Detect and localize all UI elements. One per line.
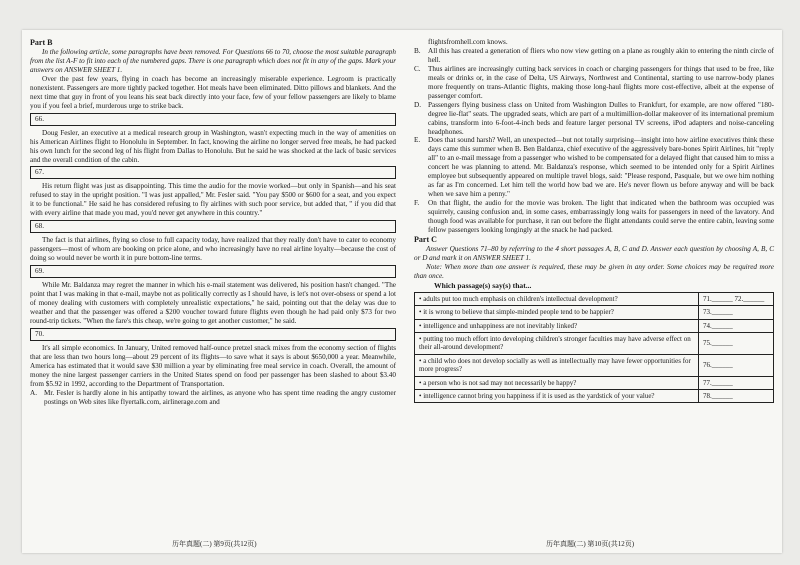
paragraph: The fact is that airlines, flying so close to full capacity today, have realized that they really don't have to cater to economy passengers—most of whom are booking on price alone, and who increasingly have no real airline loyalty—because the cost of doing so would never be worth it in pure bottom-line terms. <box>30 236 396 263</box>
option-f: F. On that flight, the audio for the movie was broken. The light that indicated when the bathroom was occupied was squirrely, causing confusion and, in some cases, embarrassingly long waits for passengers in need of the lavatory. And though food was available for purchase, it ran out before the flight attendants could serve the entire cabin, leaving some fellow passengers looking longingly at the snack he had packed. <box>414 199 774 235</box>
answer-cell[interactable]: 76.______ <box>699 354 774 376</box>
option-a-continued: flightsfromhell.com knows. <box>428 38 508 46</box>
option-b: B. All this has created a generation of fliers who now view getting on a plane as roughly akin to entering the ninth circle of hell. <box>414 46 774 64</box>
exam-sheet <box>22 30 782 553</box>
answer-cell[interactable]: 77.______ <box>699 376 774 389</box>
table-row: • a child who does not develop socially as well as intellectually may have fewer opportunities for more progress? 76.______ <box>415 354 774 376</box>
paragraph: It's all simple economics. In January, United removed half-ounce pretzel snack mixes from the economy section of flights that are less than two hours long—about 29 percent of its flights—to save what it says is about $650,000 a year. Meanwhile, America has estimated that it would save $30 million a year by eliminating free meal service in coach. Overall, the amount of money the nine largest passenger carriers in the United States spend on food per passenger has been slashed to about $3.40 from $5.92 in 1992, according to the Department of Transportation. <box>30 343 396 388</box>
table-heading: Which passage(s) say(s) that... <box>434 280 532 290</box>
option-a: A. Mr. Fesler is hardly alone in his antipathy toward the airlines, as anyone who has spent time reading the angry customer postings on Web sites like flyertalk.com, airlinerage.com and <box>30 388 396 406</box>
answer-cell[interactable]: 75.______ <box>699 333 774 355</box>
right-page-footer: 历年真题(二) 第10页(共12页) <box>546 540 635 548</box>
answer-cell[interactable]: 74.______ <box>699 319 774 332</box>
answer-gap-69[interactable]: 69. <box>30 265 396 278</box>
answer-cell[interactable]: 71.______ 72.______ <box>699 292 774 305</box>
left-page <box>30 38 396 407</box>
paragraph: While Mr. Baldanza may regret the manner in which his e-mail statement was delivered, his position hasn't changed. "The point that I was making in that e-mail, maybe not as politically correctly as I should have, is let's not over-obsess or spend a lot of money dealing with customers with completely unrealistic expectations," he said, pointing out that the delay was due to weather and that the passenger was offered a $200 voucher toward future flights even though he had paid only $73 for two round-trip tickets. "When the fare's this cheap, we're going to get another customer," he said. <box>30 281 396 325</box>
table-row: • it is wrong to believe that simple-minded people tend to be happier? 73.______ <box>415 306 774 319</box>
part-c-note: Note: When more than one answer is required, these may be given in any order. Some choices may be required more than once. <box>414 262 774 280</box>
option-e: E. Does that sound harsh? Well, an unexpected—but not totally surprising—insight into how airline executives think these days came this summer when B. Ben Baldanza, chief executive of the aggressively bare-bones Spirit Airlines, hit "reply all" to an e-mail message from a passenger who wished to be compensated for a delayed flight that caused him to miss a concert he was planning to attend. Mr. Baldanza's response, which seemed to be intended only for a Spirit Airlines employee but subsequently appeared on multiple travel blogs, said: "Please respond, Pasquale, but we owe him nothing as far as I'm concerned. Let him tell the world how bad we are. He's never flown us before anyway and will be back when we save him a penny." <box>414 136 774 199</box>
answer-gap-70[interactable]: 70. <box>30 328 396 341</box>
right-page <box>414 38 774 403</box>
option-c: C. Thus airlines are increasingly cutting back services in coach or charging passengers for things that used to be free, like meals or drinks or, in the case of Delta, US Airways, Northwest and Continental, starting to use narrow-body planes more frequently on trans-Atlantic flights, making those long-haul flights more cost-effective, albeit at the expense of passenger comfort. <box>414 64 774 100</box>
part-c-instructions: Answer Questions 71–80 by referring to the 4 short passages A, B, C and D. Answer each question by choosing A, B, C or D and mark it on ANSWER SHEET 1. <box>414 244 774 262</box>
part-b-instructions: In the following article, some paragraphs have been removed. For Questions 66 to 70, choose the most suitable paragraph from the list A-F to fit into each of the numbered gaps. There is one paragraph which does not fit in any of the gaps. Mark your answers on ANSWER SHEET 1. <box>30 48 396 74</box>
answer-gap-66[interactable]: 66. <box>30 113 396 126</box>
answer-cell[interactable]: 73.______ <box>699 306 774 319</box>
part-c-heading: Part C <box>414 234 437 244</box>
answer-gap-67[interactable]: 67. <box>30 166 396 179</box>
paragraph: His return flight was just as disappointing. This time the audio for the movie worked—but only in Spanish—and his seat refused to stay in the upright position. "I was just appalled," Mr. Fesler said. "You pay $500 or $600 for a seat, and you expect it to be functional." He said he has considered refusing to fly airlines with such poor service, but added that, " if you did that with every airline that made you mad, you'd never get anywhere in this country." <box>30 182 396 218</box>
table-row: • intelligence cannot bring you happiness if it is used as the yardstick of your value? 78.______ <box>415 390 774 403</box>
question-table <box>414 292 774 404</box>
paragraph: Doug Fesler, an executive at a medical research group in Washington, wasn't expecting much in the way of amenities on his American Airlines flight to Honolulu in September. In fact, knowing the airline no longer served free meals, he had packed his own lunch for the second leg of his flight from Dallas to Honolulu. But he said he was shocked at the lack of basic services and the overall condition of the cabin. <box>30 128 396 164</box>
table-row: • putting too much effort into developing children's stronger faculties may have adverse effect on their all-around development? 75.______ <box>415 333 774 355</box>
left-page-footer: 历年真题(二) 第9页(共12页) <box>172 540 257 548</box>
answer-cell[interactable]: 78.______ <box>699 390 774 403</box>
table-row: • a person who is not sad may not necessarily be happy? 77.______ <box>415 376 774 389</box>
table-row: • intelligence and unhappiness are not inevitably linked? 74.______ <box>415 319 774 332</box>
answer-gap-68[interactable]: 68. <box>30 220 396 233</box>
table-row: • adults put too much emphasis on children's intellectual development? 71.______ 72.______ <box>415 292 774 305</box>
part-b-heading: Part B <box>30 38 53 47</box>
option-d: D. Passengers flying business class on United from Washington Dulles to Frankfurt, for example, are now offered "180-degree lie-flat" seats. The upgraded seats, which are part of a multimillion-dollar makeover of its international premium cabins, transform into 6-foot-4-inch beds and feature larger personal TV screens, iPod adapters and noise-canceling headphones. <box>414 100 774 136</box>
paragraph: Over the past few years, flying in coach has become an increasingly miserable experience. Legroom is practically nonexistent. Passengers are more tightly packed together. Hot meals have been eliminated. Ditto pillows and blankets. And the next time that guy in front of you leans his seat back directly into your face, few of your fellow passengers are likely to blame you if you feel a brief, murderous urge to strike back. <box>30 74 396 110</box>
